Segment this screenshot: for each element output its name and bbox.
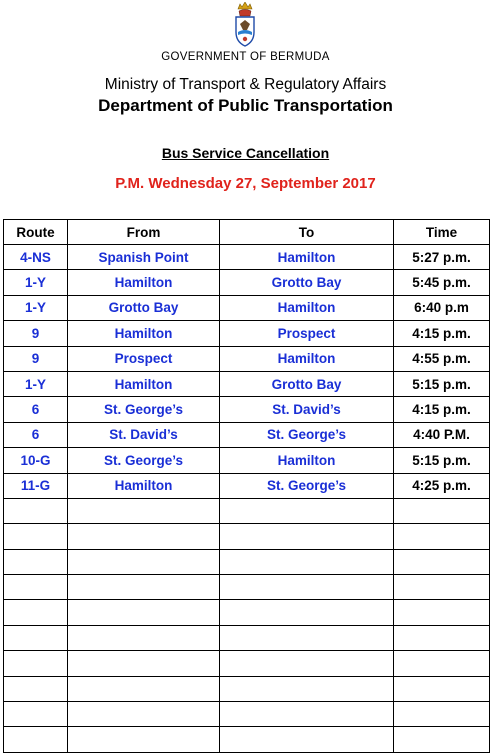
table-header-row [4, 220, 490, 245]
empty-cell [68, 524, 220, 549]
ministry-title: Ministry of Transport & Regulatory Affairs [104, 76, 387, 93]
empty-cell [394, 600, 490, 625]
route-cell: 1-Y [4, 270, 68, 295]
empty-cell [68, 498, 220, 523]
table-row [4, 371, 490, 396]
table-row [4, 245, 490, 270]
table-row [4, 270, 490, 295]
time-cell: 4:55 p.m. [394, 346, 490, 371]
table-row [4, 422, 490, 447]
empty-cell [394, 549, 490, 574]
time-cell: 5:15 p.m. [394, 371, 490, 396]
notice-title: Bus Service Cancellation [161, 145, 330, 161]
empty-table-row [4, 498, 490, 523]
to-cell: St. George’s [220, 422, 394, 447]
time-cell: 4:25 p.m. [394, 473, 490, 498]
empty-cell [4, 600, 68, 625]
to-cell: Prospect [220, 321, 394, 346]
route-cell: 4-NS [4, 245, 68, 270]
to-cell: Hamilton [220, 448, 394, 473]
empty-cell [4, 575, 68, 600]
empty-cell [220, 600, 394, 625]
empty-cell [394, 625, 490, 650]
empty-cell [220, 498, 394, 523]
table-row [4, 448, 490, 473]
empty-cell [68, 727, 220, 752]
empty-cell [394, 651, 490, 676]
empty-cell [68, 549, 220, 574]
empty-cell [220, 524, 394, 549]
empty-cell [68, 676, 220, 701]
empty-cell [220, 651, 394, 676]
route-cell: 6 [4, 397, 68, 422]
notice-date: P.M. Wednesday 27, September 2017 [115, 175, 376, 192]
table-row [4, 346, 490, 371]
empty-cell [4, 625, 68, 650]
time-cell: 4:15 p.m. [394, 321, 490, 346]
bermuda-coat-of-arms-icon [230, 2, 260, 48]
from-cell: Spanish Point [68, 245, 220, 270]
header-time: Time [394, 220, 490, 245]
empty-table-row [4, 625, 490, 650]
empty-cell [220, 575, 394, 600]
empty-cell [4, 524, 68, 549]
from-cell: Prospect [68, 346, 220, 371]
empty-cell [394, 727, 490, 752]
from-cell: Hamilton [68, 321, 220, 346]
route-cell: 10-G [4, 448, 68, 473]
table-row [4, 397, 490, 422]
from-cell: Hamilton [68, 270, 220, 295]
empty-cell [220, 702, 394, 727]
time-cell: 5:15 p.m. [394, 448, 490, 473]
time-cell: 6:40 p.m [394, 295, 490, 320]
route-cell: 9 [4, 346, 68, 371]
empty-table-row [4, 600, 490, 625]
empty-table-row [4, 575, 490, 600]
route-cell: 6 [4, 422, 68, 447]
to-cell: Hamilton [220, 346, 394, 371]
to-cell: St. David’s [220, 397, 394, 422]
route-cell: 1-Y [4, 371, 68, 396]
empty-cell [220, 727, 394, 752]
header-from: From [68, 220, 220, 245]
empty-cell [68, 651, 220, 676]
empty-cell [68, 575, 220, 600]
route-cell: 11-G [4, 473, 68, 498]
department-title: Department of Public Transportation [98, 96, 393, 115]
empty-cell [4, 549, 68, 574]
empty-cell [68, 702, 220, 727]
empty-table-row [4, 727, 490, 752]
empty-cell [68, 625, 220, 650]
empty-table-row [4, 549, 490, 574]
to-cell: Grotto Bay [220, 270, 394, 295]
time-cell: 4:15 p.m. [394, 397, 490, 422]
empty-table-row [4, 651, 490, 676]
empty-cell [68, 600, 220, 625]
to-cell: Grotto Bay [220, 371, 394, 396]
table-row [4, 473, 490, 498]
empty-cell [4, 676, 68, 701]
time-cell: 5:45 p.m. [394, 270, 490, 295]
from-cell: St. David’s [68, 422, 220, 447]
to-cell: St. George’s [220, 473, 394, 498]
empty-cell [394, 575, 490, 600]
from-cell: Hamilton [68, 473, 220, 498]
empty-cell [220, 549, 394, 574]
cancellation-table [3, 219, 490, 753]
table-row [4, 295, 490, 320]
route-cell: 9 [4, 321, 68, 346]
government-title: GOVERNMENT OF BERMUDA [161, 51, 330, 63]
empty-cell [394, 676, 490, 701]
empty-table-row [4, 676, 490, 701]
empty-cell [220, 676, 394, 701]
empty-cell [4, 651, 68, 676]
empty-cell [4, 498, 68, 523]
to-cell: Hamilton [220, 295, 394, 320]
header-to: To [220, 220, 394, 245]
empty-cell [394, 702, 490, 727]
table-row [4, 321, 490, 346]
from-cell: St. George’s [68, 397, 220, 422]
empty-cell [4, 702, 68, 727]
empty-cell [4, 727, 68, 752]
empty-cell [220, 625, 394, 650]
route-cell: 1-Y [4, 295, 68, 320]
empty-table-row [4, 702, 490, 727]
from-cell: Hamilton [68, 371, 220, 396]
header-route: Route [4, 220, 68, 245]
empty-cell [394, 524, 490, 549]
empty-table-row [4, 524, 490, 549]
from-cell: Grotto Bay [68, 295, 220, 320]
to-cell: Hamilton [220, 245, 394, 270]
time-cell: 5:27 p.m. [394, 245, 490, 270]
empty-cell [394, 498, 490, 523]
from-cell: St. George’s [68, 448, 220, 473]
time-cell: 4:40 P.M. [394, 422, 490, 447]
